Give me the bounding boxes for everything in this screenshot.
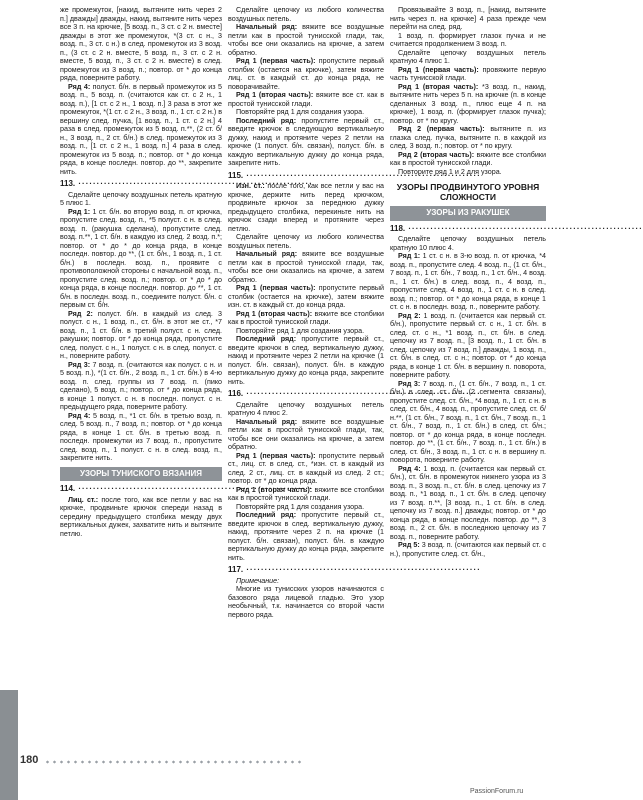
row-label: Ряд 5: bbox=[398, 541, 420, 549]
paragraph bbox=[228, 250, 384, 284]
paragraph bbox=[390, 465, 546, 542]
row-text: вяжите все воздушные петли как в простой тунисской глади, так, чтобы все они оказались на крючке, а затем обратно. bbox=[228, 250, 384, 284]
pattern-number: 114. ····· bbox=[60, 485, 222, 494]
pattern-number: 117. ····· bbox=[228, 566, 384, 575]
paragraph: Повторяйте ряд 1 для создания узора. bbox=[236, 108, 365, 116]
paragraph: Сделайте цепочку воздушных петель кратную 4 плюс 2. bbox=[228, 400, 384, 417]
row-text: полуст. б/н. в каждый из след. 3 полуст. с н., 1 возд. п., ст. б/н. в этот же ст., *7 возд. п., 1 ст. б/н. в третий полуст. с н. след. ракушки; повтор. от * до конца ряда, пропустите след. полуст. с н., 1 полуст. с н. в след. полуст. с н., поверните работу. bbox=[60, 309, 222, 360]
section-band: УЗОРЫ ТУНИСКОГО ВЯЗАНИЯ bbox=[60, 467, 222, 482]
row-text: пропустите первый ст., лиц. ст. в след. ст., *изн. ст. в каждый из след. 2 ст., лиц. ст. в каждый из след. 2 ст.; повтор. от * до конца ряда. bbox=[228, 451, 384, 485]
paragraph bbox=[228, 452, 384, 486]
paragraph bbox=[228, 335, 384, 386]
paragraph bbox=[390, 312, 546, 380]
paragraph bbox=[228, 511, 384, 562]
pattern-number: 113. ····· bbox=[60, 180, 222, 189]
row-label: Ряд 1: bbox=[68, 207, 91, 216]
section-band: УЗОРЫ ИЗ РАКУШЕК bbox=[390, 206, 546, 221]
page-number: 180 bbox=[20, 754, 39, 766]
row-label: Ряд 1 (первая часть): bbox=[236, 284, 316, 292]
row-text: вяжите все воздушные петли как в простой тунисской глади, так, чтобы все они оказались на крючке, а затем обратно. bbox=[228, 23, 384, 57]
paragraph: Повторяйте ряд 1 для создания узора. bbox=[236, 326, 365, 335]
paragraph bbox=[390, 151, 546, 168]
row-label: Ряд 1 (первая часть): bbox=[398, 65, 479, 74]
column-2 bbox=[222, 6, 384, 619]
row-label: Ряд 4: bbox=[68, 411, 91, 420]
paragraph bbox=[60, 412, 222, 463]
paragraph bbox=[228, 418, 384, 452]
row-label: Ряд 3: bbox=[398, 379, 421, 388]
paragraph bbox=[228, 57, 384, 91]
term-label: Лиц. ст.: bbox=[68, 495, 99, 504]
row-label: Ряд 1 (первая часть): bbox=[236, 451, 316, 460]
paragraph bbox=[390, 541, 546, 558]
row-label: Ряд 4: bbox=[398, 464, 421, 473]
row-label: Ряд 4: bbox=[68, 82, 91, 91]
site-watermark: PassionForum.ru bbox=[470, 788, 524, 795]
paragraph: Сделайте цепочку воздушных петель кратную 4 плюс 1. bbox=[390, 48, 546, 65]
row-text: полуст. б/н. в первый промежуток из 5 возд. п., 5 возд. п. (считаются как ст. с 2 н., 1 возд. п.), [1 ст. с 2 н., 1 возд. п.] 3 раза в этот же промежуток, *(1 ст. с 2 н., 3 возд. п., 1 ст. с 2 н.) в вершину след. пучка, [1 возд. п., 1 ст. с 2 н.] 4 раза в след. промежуток из 5 возд. п.**, (2 ст. б/н., 3 возд. п., 2 ст. б/н.) в след. промежуток из 3 возд. п., [1 ст. с 2 н., 1 возд. п.] 4 раза в след. промежуток из 5 возд. п.; повтор. от * до конца ряда, в конце последн. повтор. до **, закрепите нить. bbox=[60, 82, 223, 176]
paragraph bbox=[228, 91, 384, 108]
paragraph bbox=[228, 486, 384, 503]
paragraph bbox=[60, 310, 222, 361]
paragraph bbox=[228, 284, 384, 310]
section-heading: УЗОРЫ ПРОДВИНУТОГО УРОВНЯ СЛОЖНОСТИ bbox=[396, 182, 540, 202]
paragraph bbox=[60, 361, 222, 412]
row-text: вяжите все столбики как в простой тунисской глади. bbox=[390, 150, 546, 167]
row-label: Ряд 1 (первая часть): bbox=[236, 57, 316, 65]
row-text: провяжите первую часть тунисской глади. bbox=[390, 65, 546, 82]
row-text: 7 возд. п. (считаются как полуст. с н. и 5 возд. п.), *(1 ст. б/н., 2 возд. п., 1 ст. б/н.) в 4-ю возд. п. след. группы из 7 возд. п. (пико сделано), 5 возд. п.; повтор. от * до конца ряда, в конце 1 полуст. с н. в последн. полуст. с н. предыдущего ряда, поверните работу. bbox=[60, 360, 222, 411]
note-label: Примечание: bbox=[236, 576, 280, 585]
row-text: вяжите все воздушные петли как в простой тунисской глади, так, чтобы все они оказались на крючке, а затем обратно. bbox=[228, 417, 384, 451]
paragraph: Сделайте цепочку из любого количества воздушных петель. bbox=[228, 233, 384, 250]
pattern-number: 118. ····· bbox=[390, 225, 546, 234]
row-text: 3 возд. п. (считаются как первый ст. с н.), пропустите след. ст. б/н., bbox=[390, 541, 546, 558]
paragraph: Многие из тунисских узоров начинаются с базового ряда лицевой гладью. Это узор необычный, т.к. начинается со второй части первого ряда. bbox=[228, 585, 384, 619]
row-text: пропустите первый столбик (остается на крючке), затем вяжите лиц. ст. в каждый ст. до конца ряда, не поворачивайте. bbox=[228, 57, 384, 91]
paragraph: Сделайте цепочку из любого количества воздушных петель. bbox=[228, 6, 384, 23]
row-label: Ряд 1 (вторая часть): bbox=[236, 91, 314, 99]
row-label: Ряд 2: bbox=[398, 311, 421, 320]
row-text: пропустите первый ст., введите крючок в след. вертикальную дужку, накид, протяните через 2 п. на крючке (1 полуст. б/н. связан), полуст. б/н. в каждую вертикальную дужку до конца ряда, закрепите нить. bbox=[228, 511, 384, 562]
term-text: после того, как все петли у вас на крючке, продвиньте крючок спереди назад в середину предыдущего столбика между двух вертикальных дужек, захватите нить и вытяните петлю. bbox=[60, 495, 222, 538]
row-label: Ряд 1: bbox=[398, 252, 421, 260]
paragraph bbox=[228, 310, 384, 327]
left-gutter bbox=[0, 0, 18, 800]
gutter-band bbox=[0, 690, 18, 800]
dotted-rule bbox=[44, 760, 304, 764]
row-label: Ряд 3: bbox=[68, 360, 91, 369]
paragraph: же промежуток, [накид, вытяните нить через 2 п.] дважды] дважды, накид, вытяните нить через все 3 п. на крючке, [5 возд. п., 3 ст. с 2 н. вместе] дважды в этот же промежуток, *(3 ст. с н., 3 возд. п., 3 ст. с н.) в след. промежуток из 3 возд. п., (3 ст. с 2 н. вместе, 5 возд. п., 3 ст. с 2 н. вместе, 5 возд. п., 3 ст. с 2 н. вместе) в след. промежуток из 3 возд. п.; повтор. от * до конца ряда, поверните работу. bbox=[60, 6, 222, 82]
row-text: вяжите все ст. как в простой тунисской глади. bbox=[228, 91, 384, 108]
paragraph bbox=[390, 66, 546, 83]
row-label: Ряд 2 (первая часть): bbox=[398, 125, 485, 133]
paragraph bbox=[60, 208, 222, 310]
row-label: Начальный ряд: bbox=[236, 250, 298, 258]
paragraph: 1 возд. п. формирует глазок пучка и не считается продолжением 3 возд. п. bbox=[390, 31, 546, 48]
row-label: Ряд 2: bbox=[68, 309, 93, 318]
pattern-number: 116. ····· bbox=[228, 390, 384, 399]
paragraph: Повторите ряд 1 и 2 для узора. bbox=[398, 167, 502, 176]
pattern-number: 115. ····· bbox=[228, 172, 384, 181]
paragraph bbox=[390, 380, 546, 465]
paragraph bbox=[60, 496, 222, 539]
paragraph bbox=[390, 252, 546, 312]
row-text: вяжите все столбики как в простой тунисской глади. bbox=[228, 485, 384, 502]
row-text: *3 возд. п., накид, вытяните нить через 5 п. на крючке (п. в конце сделанных 3 возд. п., плюс еще 4 п. на крючке), 1 возд. п. (формирует глазок пучка); повтор. от * по кругу. bbox=[390, 82, 546, 125]
row-label: Последний ряд: bbox=[236, 335, 297, 343]
row-text: пропустите первый столбик (остается на крючке), затем вяжите изн. ст. в каждый ст. до конца ряда. bbox=[228, 284, 384, 309]
row-label: Последний ряд: bbox=[236, 116, 297, 125]
row-text: пропустите первый ст., введите крючок в следующую вертикальную дужку, накид и протяните через 2 петли на крючке (1 полуст. б/н. связан), полуст. б/н. в каждую вертикальную дужку до конца ряда, закрепите нить. bbox=[228, 116, 384, 167]
term-text: после того, как все петли у вас на крючке, держите нить перед крючком, продвиньте крючок за переднюю дужку предыдущего столбика, перекиньте нить на крючок сзади вперед и протяните через петлю. bbox=[228, 182, 384, 233]
paragraph bbox=[228, 182, 384, 233]
row-text: 7 возд. п., (1 ст. б/н., 7 возд. п., 1 ст. б/н.) в след. ст. б/н. (2 сегмента связаны), пропустите след. ст. б/н., *4 возд. п., 1 ст. с н. в след. ст. б/н., 4 возд. п., пропустите след. ст. б/н.**, (1 ст. б/н., 7 возд. п., 1 ст. б/н., 7 возд. п., 1 ст. б/н., 7 возд. п., 1 ст. б/н.) в след. ст. б/н.; повтор. от * до конца ряда, в конце последн. повтор. до **, (1 ст. б/н., 7 возд. п., 1 ст. б/н.) в след. ст. б/н., 3 возд. п., 1 ст. с н. в вершину п. поворота, поверните работу. bbox=[390, 379, 546, 464]
row-label: Ряд 1 (вторая часть): bbox=[398, 82, 479, 91]
row-label: Ряд 1 (вторая часть): bbox=[236, 485, 313, 494]
page-footer bbox=[20, 754, 220, 768]
row-text: вяжите все столбики как в простой тунисской глади. bbox=[228, 309, 384, 326]
paragraph: Провязывайте 3 возд. п., [накид, вытяните нить через п. на крючке] 4 раза прежде чем перейти на след. ряд. bbox=[390, 6, 546, 31]
paragraph bbox=[390, 83, 546, 126]
paragraph bbox=[228, 117, 384, 168]
row-text: 1 возд. п. (считается как первый ст. б/н.), ст. б/н. в промежуток нижнего узора из 3 возд. п., 3 возд. п., ст. б/н. в след. цепочку из 7 возд. п., *1 возд. п., 1 ст. б/н. в след. цепочку из 7 возд. п.**, [3 возд. п., 1 ст. б/н. в след. цепочку из 7 возд. п.] дважды; повтор. от * до конца ряда, в конце последн. повтор. до **, 3 возд. п., 2 ст. б/н. в последнюю цепочку из 7 возд. п., поверните работу. bbox=[390, 464, 547, 541]
row-label: Последний ряд: bbox=[236, 511, 297, 519]
term-label: Изн. ст.: bbox=[236, 182, 265, 190]
row-text: 1 возд. п. (считается как первый ст. б/н.), пропустите первый ст. с н., 1 ст. б/н. в след. ст. с н., *1 возд. п., ст. б/н. в след. цепочку из 7 возд. п., [3 возд. п., 1 ст. б/н. в след. цепочку из 7 возд. п.] дважды, 1 возд. п., ст. б/н. в след. ст. с н.; повтор. от * до конца ряда, в конце 1 ст. б/н. в вершину п. поворота, поверните работу. bbox=[390, 311, 547, 379]
row-text: 1 ст. б/н. во вторую возд. п. от крючка, пропустите след. возд. п., *5 полуст. с н. в след. возд. п. (ракушка сделана), пропустите след. возд. п.**, 1 ст. б/н. в каждую из след. 2 возд. п.*; повтор. от * до * до конца ряда, в конце последн. повтор. до **, (1 ст. б/н., 1 возд. п., 1 ст. б/н.) в последн. возд. п., проявите с противоположной стороны с начальной возд. п., пропустите след. возд. п.; повтор. от * до * до конца ряда, в конце последн. повтор. до **, 1 ст. б/н. в последн. возд. п., соедините полуст. б/н. с первым ст. б/н. bbox=[60, 207, 222, 309]
row-label: Ряд 2 (вторая часть): bbox=[398, 150, 475, 159]
row-label: Начальный ряд: bbox=[236, 417, 298, 426]
paragraph: Сделайте цепочку воздушных петель кратную 5 плюс 1. bbox=[60, 190, 222, 207]
paragraph bbox=[390, 125, 546, 151]
column-1 bbox=[60, 6, 222, 736]
row-text: вытяните п. из глазка след. пучка, вытяните п. в каждой из след. 3 возд. п.; повтор. от * по кругу. bbox=[390, 125, 546, 150]
row-text: 5 возд. п., *1 ст. б/н. в третью возд. п. след. 5 возд. п., 7 возд. п.; повтор. от * до конца ряда, в конце 1 ст. б/н. в третью возд. п. последн. промежутки из 7 возд. п., пропустите след. возд. п., 1 полуст. с н. в след. возд. п., закрепите нить. bbox=[60, 411, 223, 462]
column-3 bbox=[384, 6, 546, 791]
paragraph: Повторяйте ряд 1 для создания узора. bbox=[236, 502, 365, 511]
row-text: 1 ст. с н. в 3-ю возд. п. от крючка, *4 возд. п., пропустите след. 4 возд. п., (1 ст. б/н., 7 возд. п., 1 ст. б/н., 7 возд. п., 1 ст. б/н., 4 возд. п., 1 ст. б/н.) в след. возд. п., 4 возд. п., пропустите след. 4 возд. п., 1 ст. с н. в след. возд. п.; повтор. от * до конца ряда, в конце 1 ст. с н. в последн. возд. п., поверните работу. bbox=[390, 252, 547, 311]
paragraph bbox=[60, 83, 222, 177]
row-text: пропустите первый ст., введите крючок в след. вертикальную дужку, накид и протяните через 2 петли на крючке (1 полуст. б/н. связан), полуст. б/н. в каждую вертикальную дужку до конца ряда, закрепите нить. bbox=[228, 335, 384, 386]
paragraph: Сделайте цепочку воздушных петель кратную 10 плюс 4. bbox=[390, 235, 546, 252]
paragraph bbox=[228, 23, 384, 57]
row-label: Ряд 1 (вторая часть): bbox=[236, 309, 313, 318]
row-label: Начальный ряд: bbox=[236, 23, 298, 31]
